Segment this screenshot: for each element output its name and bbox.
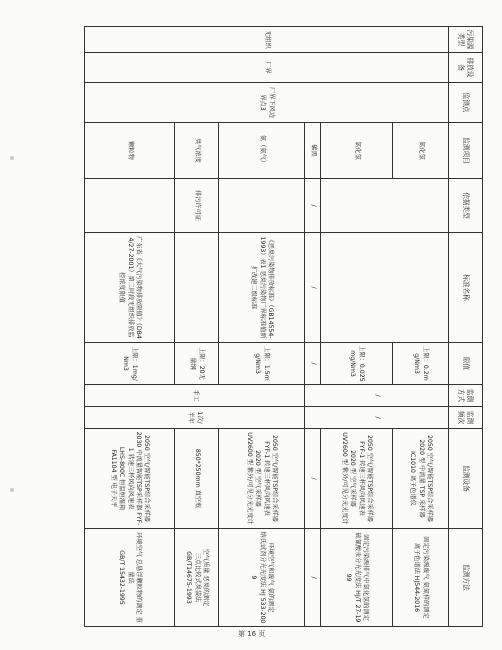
standard-cell: 《恶臭污染物排放标准》（GB14554-1993）表1 恶臭污染物厂界标准值新扩改建二级标准 <box>219 233 305 343</box>
header-cell: 排放设备 <box>449 53 483 83</box>
monitor-point-cell: 厂界下风边界点3 <box>85 83 449 123</box>
device-text: 2050 空气/智能TSP综合采样器 FYF-1 转速三杯风向风速表 <box>357 435 374 522</box>
header-cell: 依据类型 <box>449 179 483 233</box>
binding-hole <box>10 488 14 492</box>
item-cell: 氨（氨气） <box>219 123 305 179</box>
mode-cell: / <box>305 385 449 407</box>
equipment-cell: 厂界 <box>85 53 449 83</box>
item-cell: 氯化氢 <box>321 123 393 179</box>
basis-cell <box>85 179 175 233</box>
device-cell: 2050 空气/智能TSP综合采样器 FYF-1 转速三杯风向风速表 2020 型 空气采样器 UV2600 型 紫外/可见分光光度计 <box>219 429 305 529</box>
method-cell: 环境空气 总悬浮颗粒物的测定 重量法 GB/T 15432-1995 <box>85 529 175 627</box>
header-cell: 监测设备 <box>449 429 483 529</box>
standard-cell <box>321 233 449 343</box>
mode-cell: 手工 <box>85 385 305 407</box>
device-cell: 2050 空气/智能TSP综合采样器 2020 型 中流量 TSP 采样器 IC1010 离子色谱仪 <box>393 429 449 529</box>
item-cell: 臭气浓度 <box>175 123 219 179</box>
limit-cell: / <box>305 343 321 385</box>
method-cell: 环境空气和废气 氨的测定 纳氏试剂分光光度法 HJ 533-2009 <box>219 529 305 627</box>
standard-cell <box>175 233 219 343</box>
standard-cell: / <box>305 233 321 343</box>
header-cell: 监测项目 <box>449 123 483 179</box>
page-number: 第 16 页 <box>238 630 266 638</box>
source-type-cell: 无组织 <box>85 27 449 53</box>
device-cell: 2050 空气/智能TSP综合采样器 2030 中流量智能TSP采样器 FYF-1 转速三杯风向风速表 LHS-800C 恒温恒湿箱 FA1104 型 电子天平 <box>85 429 175 529</box>
freq-cell: / <box>305 407 449 429</box>
freq-cell: 1次/半年 <box>85 407 305 429</box>
item-cell: 颗粒物 <box>85 123 175 179</box>
limit-cell: 上限：1mg/Nm3 <box>85 343 175 385</box>
limit-cell: 上限：0.025mg/Nm3 <box>321 343 393 385</box>
basis-cell <box>219 179 305 233</box>
item-cell: 氮化氢 <box>393 123 449 179</box>
table-row <box>393 27 449 627</box>
device-cell: 850*250mm 真空瓶 <box>175 429 219 529</box>
method-cell: 固定污染源排气中氯化氢的测定 硫氰酸汞分光光度法 HJ/T 27-1999 <box>321 529 393 627</box>
method-cell: 固定污染源废气 氨氮样的测定 离子色谱法 HJ544-2016 <box>393 529 449 627</box>
basis-cell <box>321 179 449 233</box>
header-cell: 监测方式 <box>449 385 483 407</box>
header-cell: 监测频次 <box>449 407 483 429</box>
limit-cell: 上限：1.5mg/Nm3 <box>219 343 305 385</box>
monitoring-table <box>84 26 483 627</box>
method-cell: / <box>305 529 321 627</box>
rotated-table-wrapper <box>85 26 483 626</box>
header-cell: 限值 <box>449 343 483 385</box>
header-cell: 标准名称 <box>449 233 483 343</box>
standard-cell: 广东省《大气污染物排放限值》（DB44/27-2001）第二时段无组织排放监控浓度限值 <box>85 233 175 343</box>
device-text: 2020 型 空气采样器 UV2600 型 紫外/可见分光光度计 <box>341 432 357 525</box>
binding-hole <box>10 156 14 160</box>
limit-cell: 上限：0.2mg/Nm3 <box>393 343 449 385</box>
item-cell: 碳黑 <box>305 123 321 179</box>
table-header-row <box>449 27 483 627</box>
header-cell: 污染源类型 <box>449 27 483 53</box>
method-cell: 空气质量 恶臭的测定 三点比较式臭袋法 GB/T14675-1993 <box>175 529 219 627</box>
device-cell <box>321 429 393 529</box>
device-cell: / <box>305 429 321 529</box>
header-cell: 监测方法 <box>449 529 483 627</box>
basis-cell: 排污许可证 <box>175 179 219 233</box>
limit-cell: 上限：20无量纲 <box>175 343 219 385</box>
header-cell: 监测点 <box>449 83 483 123</box>
basis-cell: / <box>305 179 321 233</box>
